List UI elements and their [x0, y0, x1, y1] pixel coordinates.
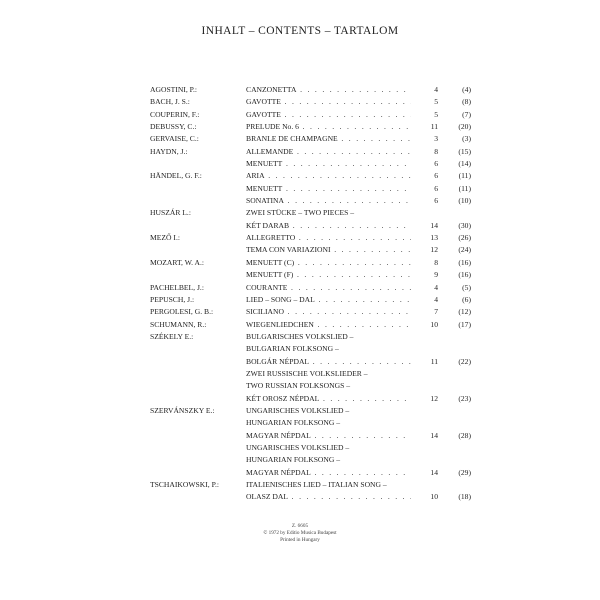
- composer-name: TSCHAIKOWSKI, P.:: [150, 480, 219, 489]
- page-number: 11: [430, 122, 438, 132]
- composer-name: PACHELBEL, J.:: [150, 282, 204, 292]
- toc-entry: [0, 269, 600, 281]
- page-number: 6: [434, 183, 438, 193]
- toc-entry: [0, 207, 600, 219]
- piece-title: MENUETT (C) . . .: [246, 257, 411, 269]
- piece-title: ARIA . . .: [246, 170, 411, 182]
- alt-page-number: (16): [458, 270, 471, 280]
- piece-title: GAVOTTE . . .: [246, 96, 411, 108]
- toc-entry: [0, 195, 600, 207]
- page-number: 8: [434, 257, 438, 267]
- alt-page-number: (5): [462, 282, 471, 292]
- piece-title: UNGARISCHES VOLKSLIED –: [246, 405, 350, 415]
- toc-entry: [0, 380, 600, 392]
- composer-name: HÄNDEL, G. F.:: [150, 171, 202, 181]
- piece-title: BULGARIAN FOLKSONG –: [246, 344, 339, 354]
- page-number: 8: [434, 146, 438, 156]
- toc-entry: [0, 244, 600, 256]
- page-number: 4: [434, 85, 438, 94]
- toc-entry: [0, 319, 600, 331]
- piece-title: PRELUDE No. 6 . . .: [246, 121, 411, 133]
- alt-page-number: (16): [458, 257, 471, 267]
- copyright-line: © 1972 by Editio Musica Budapest: [263, 530, 337, 536]
- toc-entry: [0, 491, 600, 503]
- page-number: 4: [434, 294, 438, 304]
- piece-title: HUNGARIAN FOLKSONG –: [246, 418, 341, 428]
- piece-title: KÉT DARAB . . .: [246, 220, 411, 232]
- alt-page-number: (30): [458, 220, 471, 230]
- composer-name: GERVAISE, C.:: [150, 134, 199, 144]
- page-number: 4: [434, 282, 438, 292]
- composer-name: MEZŐ I.:: [150, 233, 180, 243]
- toc-entry: [0, 257, 600, 269]
- toc-entry: [0, 405, 600, 417]
- toc-entry: [0, 467, 600, 479]
- toc-entry: [0, 356, 600, 368]
- page-number: 14: [430, 430, 438, 440]
- toc-entry: [0, 430, 600, 442]
- toc-entry: [0, 442, 600, 454]
- toc-entry: [0, 331, 600, 343]
- piece-title: MAGYAR NÉPDAL . . .: [246, 467, 411, 479]
- page-number: 3: [434, 134, 438, 144]
- piece-title: ZWEI RUSSISCHE VOLKSLIEDER –: [246, 368, 368, 378]
- toc-entry: [0, 232, 600, 244]
- page-number: 6: [434, 159, 438, 169]
- piece-title: CANZONETTA . . .: [246, 84, 411, 96]
- page-number: 13: [430, 233, 438, 243]
- composer-name: PERGOLESI, G. B.:: [150, 307, 214, 317]
- toc-entry: [0, 96, 600, 108]
- piece-title: BOLGÁR NÉPDAL . . .: [246, 356, 411, 368]
- piece-title: MENUETT . . .: [246, 183, 411, 195]
- piece-title: COURANTE . . .: [246, 282, 411, 294]
- toc-entry: [0, 368, 600, 380]
- alt-page-number: (10): [458, 196, 471, 206]
- composer-name: SZERVÁNSZKY E.:: [150, 405, 215, 415]
- toc-entry: [0, 183, 600, 195]
- toc-entry: [0, 393, 600, 405]
- toc-entry: [0, 170, 600, 182]
- piece-title: SONATINA . . .: [246, 195, 411, 207]
- alt-page-number: (12): [458, 307, 471, 317]
- publisher-footer: [0, 523, 600, 544]
- toc-entry: [0, 109, 600, 121]
- composer-name: PEPUSCH, J.:: [150, 294, 195, 304]
- page-number: 12: [430, 245, 438, 255]
- piece-title: ALLEMANDE . . .: [246, 146, 411, 158]
- toc-entry: [0, 220, 600, 232]
- page-number: 6: [434, 196, 438, 206]
- composer-name: SCHUMANN, R.:: [150, 319, 207, 329]
- alt-page-number: (22): [458, 356, 471, 366]
- piece-title: MENUETT (F) . . .: [246, 269, 411, 281]
- piece-title: MAGYAR NÉPDAL . . .: [246, 430, 411, 442]
- piece-title: ZWEI STÜCKE – TWO PIECES –: [246, 208, 355, 218]
- page-number: 10: [430, 319, 438, 329]
- page-number: 5: [434, 97, 438, 107]
- toc-entry: [0, 294, 600, 306]
- page-number: 12: [430, 393, 438, 403]
- piece-title: WIEGENLIEDCHEN . . .: [246, 319, 411, 331]
- alt-page-number: (18): [458, 492, 471, 502]
- piece-title: UNGARISCHES VOLKSLIED –: [246, 442, 350, 452]
- alt-page-number: (17): [458, 319, 471, 329]
- page-number: 14: [430, 220, 438, 230]
- composer-name: SZÉKELY E.:: [150, 331, 194, 341]
- composer-name: COUPERIN, F.:: [150, 109, 200, 119]
- piece-title: TEMA CON VARIAZIONI . . .: [246, 244, 411, 256]
- piece-title: LIED – SONG – DAL . . .: [246, 294, 411, 306]
- piece-title: MENUETT . . .: [246, 158, 411, 170]
- toc-entry: [0, 306, 600, 318]
- table-of-contents: [0, 84, 600, 504]
- piece-title: TWO RUSSIAN FOLKSONGS –: [246, 381, 351, 391]
- page-title: INHALT – CONTENTS – TARTALOM: [201, 25, 399, 37]
- toc-entry: [0, 343, 600, 355]
- toc-entry: [0, 454, 600, 466]
- page-number: 14: [430, 467, 438, 477]
- page-number: 10: [430, 492, 438, 502]
- composer-name: HUSZÁR L.:: [150, 208, 191, 218]
- alt-page-number: (15): [458, 146, 471, 156]
- piece-title: OLASZ DAL . . .: [246, 491, 411, 503]
- piece-title: BULGARISCHES VOLKSLIED –: [246, 331, 354, 341]
- toc-entry: [0, 133, 600, 145]
- toc-entry: [0, 282, 600, 294]
- alt-page-number: (4): [462, 85, 471, 94]
- composer-name: AGOSTINI, P.:: [150, 85, 198, 94]
- alt-page-number: (14): [458, 159, 471, 169]
- printed-line: Printed in Hungary: [280, 537, 320, 543]
- toc-entry: [0, 417, 600, 429]
- composer-name: HAYDN, J.:: [150, 146, 188, 156]
- page-number: 5: [434, 109, 438, 119]
- page-number: 7: [434, 307, 438, 317]
- page-number: 9: [434, 270, 438, 280]
- alt-page-number: (24): [458, 245, 471, 255]
- alt-page-number: (6): [462, 294, 471, 304]
- alt-page-number: (20): [458, 122, 471, 132]
- alt-page-number: (8): [462, 97, 471, 107]
- piece-title: HUNGARIAN FOLKSONG –: [246, 455, 341, 465]
- alt-page-number: (29): [458, 467, 471, 477]
- catalog-code: Z. 6605: [291, 523, 309, 529]
- composer-name: BACH, J. S.:: [150, 97, 190, 107]
- page-number: 6: [434, 171, 438, 181]
- composer-name: DEBUSSY, C.:: [150, 122, 197, 132]
- alt-page-number: (7): [462, 109, 471, 119]
- page-number: 11: [430, 356, 438, 366]
- piece-title: SICILIANO . . .: [246, 306, 411, 318]
- piece-title: ITALIENISCHES LIED – ITALIAN SONG –: [246, 480, 387, 489]
- alt-page-number: (28): [458, 430, 471, 440]
- composer-name: MOZART, W. A.:: [150, 257, 205, 267]
- toc-entry: [0, 146, 600, 158]
- piece-title: GAVOTTE . . .: [246, 109, 411, 121]
- alt-page-number: (11): [458, 171, 471, 181]
- toc-entry: [0, 158, 600, 170]
- alt-page-number: (3): [462, 134, 471, 144]
- toc-entry: [0, 121, 600, 133]
- alt-page-number: (23): [458, 393, 471, 403]
- alt-page-number: (26): [458, 233, 471, 243]
- toc-entry: [0, 84, 600, 96]
- piece-title: ALLEGRETTO . . .: [246, 232, 411, 244]
- piece-title: KÉT OROSZ NÉPDAL . . .: [246, 393, 411, 405]
- piece-title: BRANLE DE CHAMPAGNE . . .: [246, 133, 411, 145]
- toc-entry: [0, 479, 600, 491]
- alt-page-number: (11): [458, 183, 471, 193]
